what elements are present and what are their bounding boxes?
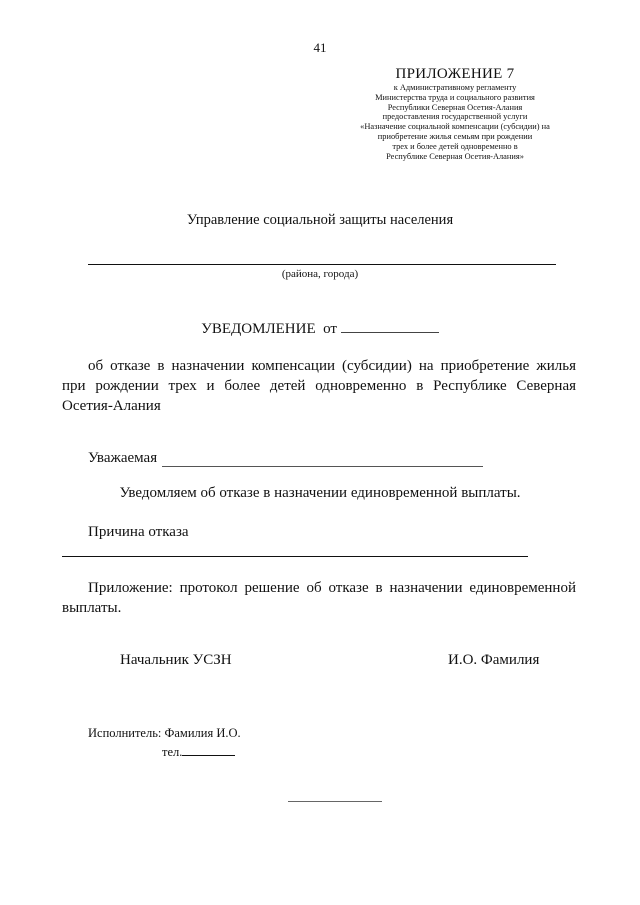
recipient-fill-line xyxy=(162,466,483,467)
notice-subject: об отказе в назначении компенсации (субсидии) на приобретение жилья при рождении трех и более детей одновременно в Республике Северная Осетия-Алания xyxy=(62,358,576,414)
page-number: 41 xyxy=(313,40,327,55)
executor-label: Исполнитель: Фамилия И.О. xyxy=(88,726,241,740)
district-fill-line xyxy=(88,264,556,265)
notice-title: УВЕДОМЛЕНИЕ xyxy=(201,321,316,337)
salutation: Уважаемая xyxy=(88,450,158,466)
notice-heading xyxy=(0,319,640,338)
appendix-line: Республике Северная Осетия-Алания» xyxy=(386,151,524,161)
reason-fill-line xyxy=(62,556,528,557)
signature-position: Начальник УСЗН xyxy=(120,652,232,668)
appendix-line: «Назначение социальной компенсации (субсидии) на xyxy=(360,122,550,132)
district-caption: (района, города) xyxy=(281,268,359,280)
date-fill-line xyxy=(341,319,439,333)
notification-text: Уведомляем об отказе в назначении единовременной выплаты. xyxy=(119,485,521,501)
appendix-description xyxy=(330,83,580,161)
appendix-block xyxy=(330,66,580,161)
appendix-line: приобретение жилья семьям при рождении xyxy=(377,131,533,141)
attachment-text: Приложение: протокол решение об отказе в назначении единовременной выплаты. xyxy=(62,580,576,616)
reason-label: Причина отказа xyxy=(88,524,189,540)
appendix-line: Министерства труда и социального развития xyxy=(375,92,535,102)
executor-phone xyxy=(162,743,235,760)
phone-label: тел. xyxy=(162,745,183,759)
phone-fill-line xyxy=(182,743,235,756)
appendix-line: трех и более детей одновременно в xyxy=(392,141,518,151)
appendix-line: к Административному регламенту xyxy=(393,83,517,92)
appendix-line: предоставления государственной услуги xyxy=(382,112,528,122)
appendix-title: ПРИЛОЖЕНИЕ 7 xyxy=(395,66,515,82)
bottom-divider xyxy=(288,801,382,802)
appendix-line: Республики Северная Осетия-Алания xyxy=(387,102,523,112)
agency-name: Управление социальной защиты населения xyxy=(186,212,454,228)
signature-name: И.О. Фамилия xyxy=(448,652,540,668)
notice-from-label: от xyxy=(323,321,337,337)
